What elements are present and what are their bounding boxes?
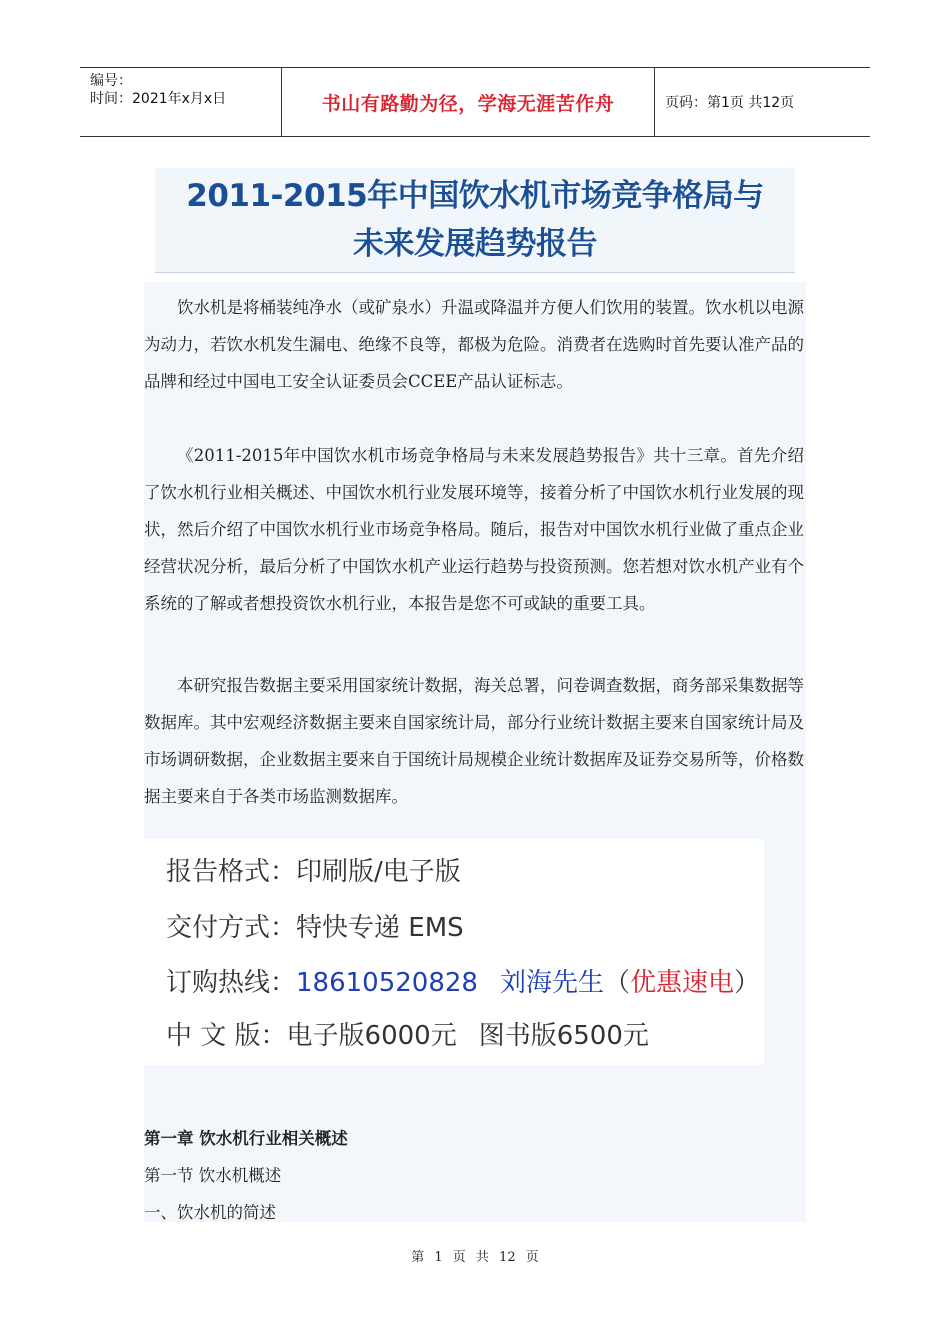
format-value: 印刷版/电子版 [296, 857, 461, 887]
paragraph-summary: 《2011-2015年中国饮水机市场竞争格局与未来发展趋势报告》共十三章。首先介绍了饮水机行业相关概述、中国饮水机行业发展环境等，接着分析了中国饮水机行业发展的现状，然后介绍了中国饮水机行业市场竞争格局。随后，报告对中国饮水机行业做了重点企业经营状况分析，最后分析了中国饮水机产业运行趋势与投资预测。您若想对饮水机产业有个系统的了解或者想投资饮水机行业，本报告是您不可或缺的重要工具。 [144, 446, 804, 613]
price-electronic: 电子版6000元 [286, 1021, 457, 1051]
document-date: 时间：2021年x月x日 [90, 91, 227, 107]
delivery-value: 特快专递 EMS [296, 913, 464, 943]
report-title [186, 172, 763, 268]
format-label: 报告格式： [166, 857, 297, 887]
paragraph-intro: 饮水机是将桶装纯净水（或矿泉水）升温或降温并方便人们饮用的装置。饮水机以电源为动力，若饮水机发生漏电、绝缘不良等，都极为危险。消费者在选购时首先要认准产品的品牌和经过中国电工安全认证委员会CCEE产品认证标志。 [144, 298, 804, 391]
page-footer: 第 1 页 共 12 页 [411, 1250, 539, 1265]
title-block [155, 168, 795, 273]
hotline-contact: 刘海先生 [499, 968, 604, 998]
hotline-paren-open: （ [604, 968, 631, 998]
price-print: 图书版6500元 [478, 1021, 649, 1051]
delivery-label: 交付方式： [166, 913, 297, 943]
hotline-note: 优惠速电 [630, 968, 735, 998]
order-price-row [166, 1015, 649, 1052]
header-motto: 书山有路勤为径，学海无涯苦作舟 [282, 68, 655, 136]
subsection-heading: 一、饮水机的简述 [144, 1203, 276, 1222]
header-table [80, 67, 870, 137]
order-hotline-row [166, 962, 760, 999]
section-heading: 第一节 饮水机概述 [144, 1166, 282, 1185]
paragraph-sources: 本研究报告数据主要采用国家统计数据，海关总署，问卷调查数据，商务部采集数据等数据库。其中宏观经济数据主要来自国家统计局，部分行业统计数据主要来自国家统计局及市场调研数据，企业数据主要来自于国统计局规模企业统计数据库及证券交易所等，价格数据主要来自于各类市场监测数据库。 [144, 676, 804, 806]
report-title-line1: 2011-2015年中国饮水机市场竞争格局与 [186, 178, 764, 214]
report-title-line2: 未来发展趋势报告 [353, 226, 597, 262]
price-label: 中 文 版： [166, 1021, 287, 1051]
main-content [144, 282, 806, 1222]
document-number-label: 编号： [90, 73, 132, 89]
order-delivery-row [166, 907, 464, 944]
hotline-label: 订购热线： [166, 968, 297, 998]
hotline-phone[interactable]: 18610520828 [296, 968, 478, 998]
order-info-box [144, 839, 764, 1065]
header-meta [80, 68, 282, 136]
chapter-heading: 第一章 饮水机行业相关概述 [144, 1129, 348, 1148]
hotline-paren-close: ） [734, 968, 761, 998]
header-page-info: 页码：第1页 共12页 [665, 95, 795, 111]
order-format-row [166, 851, 461, 888]
